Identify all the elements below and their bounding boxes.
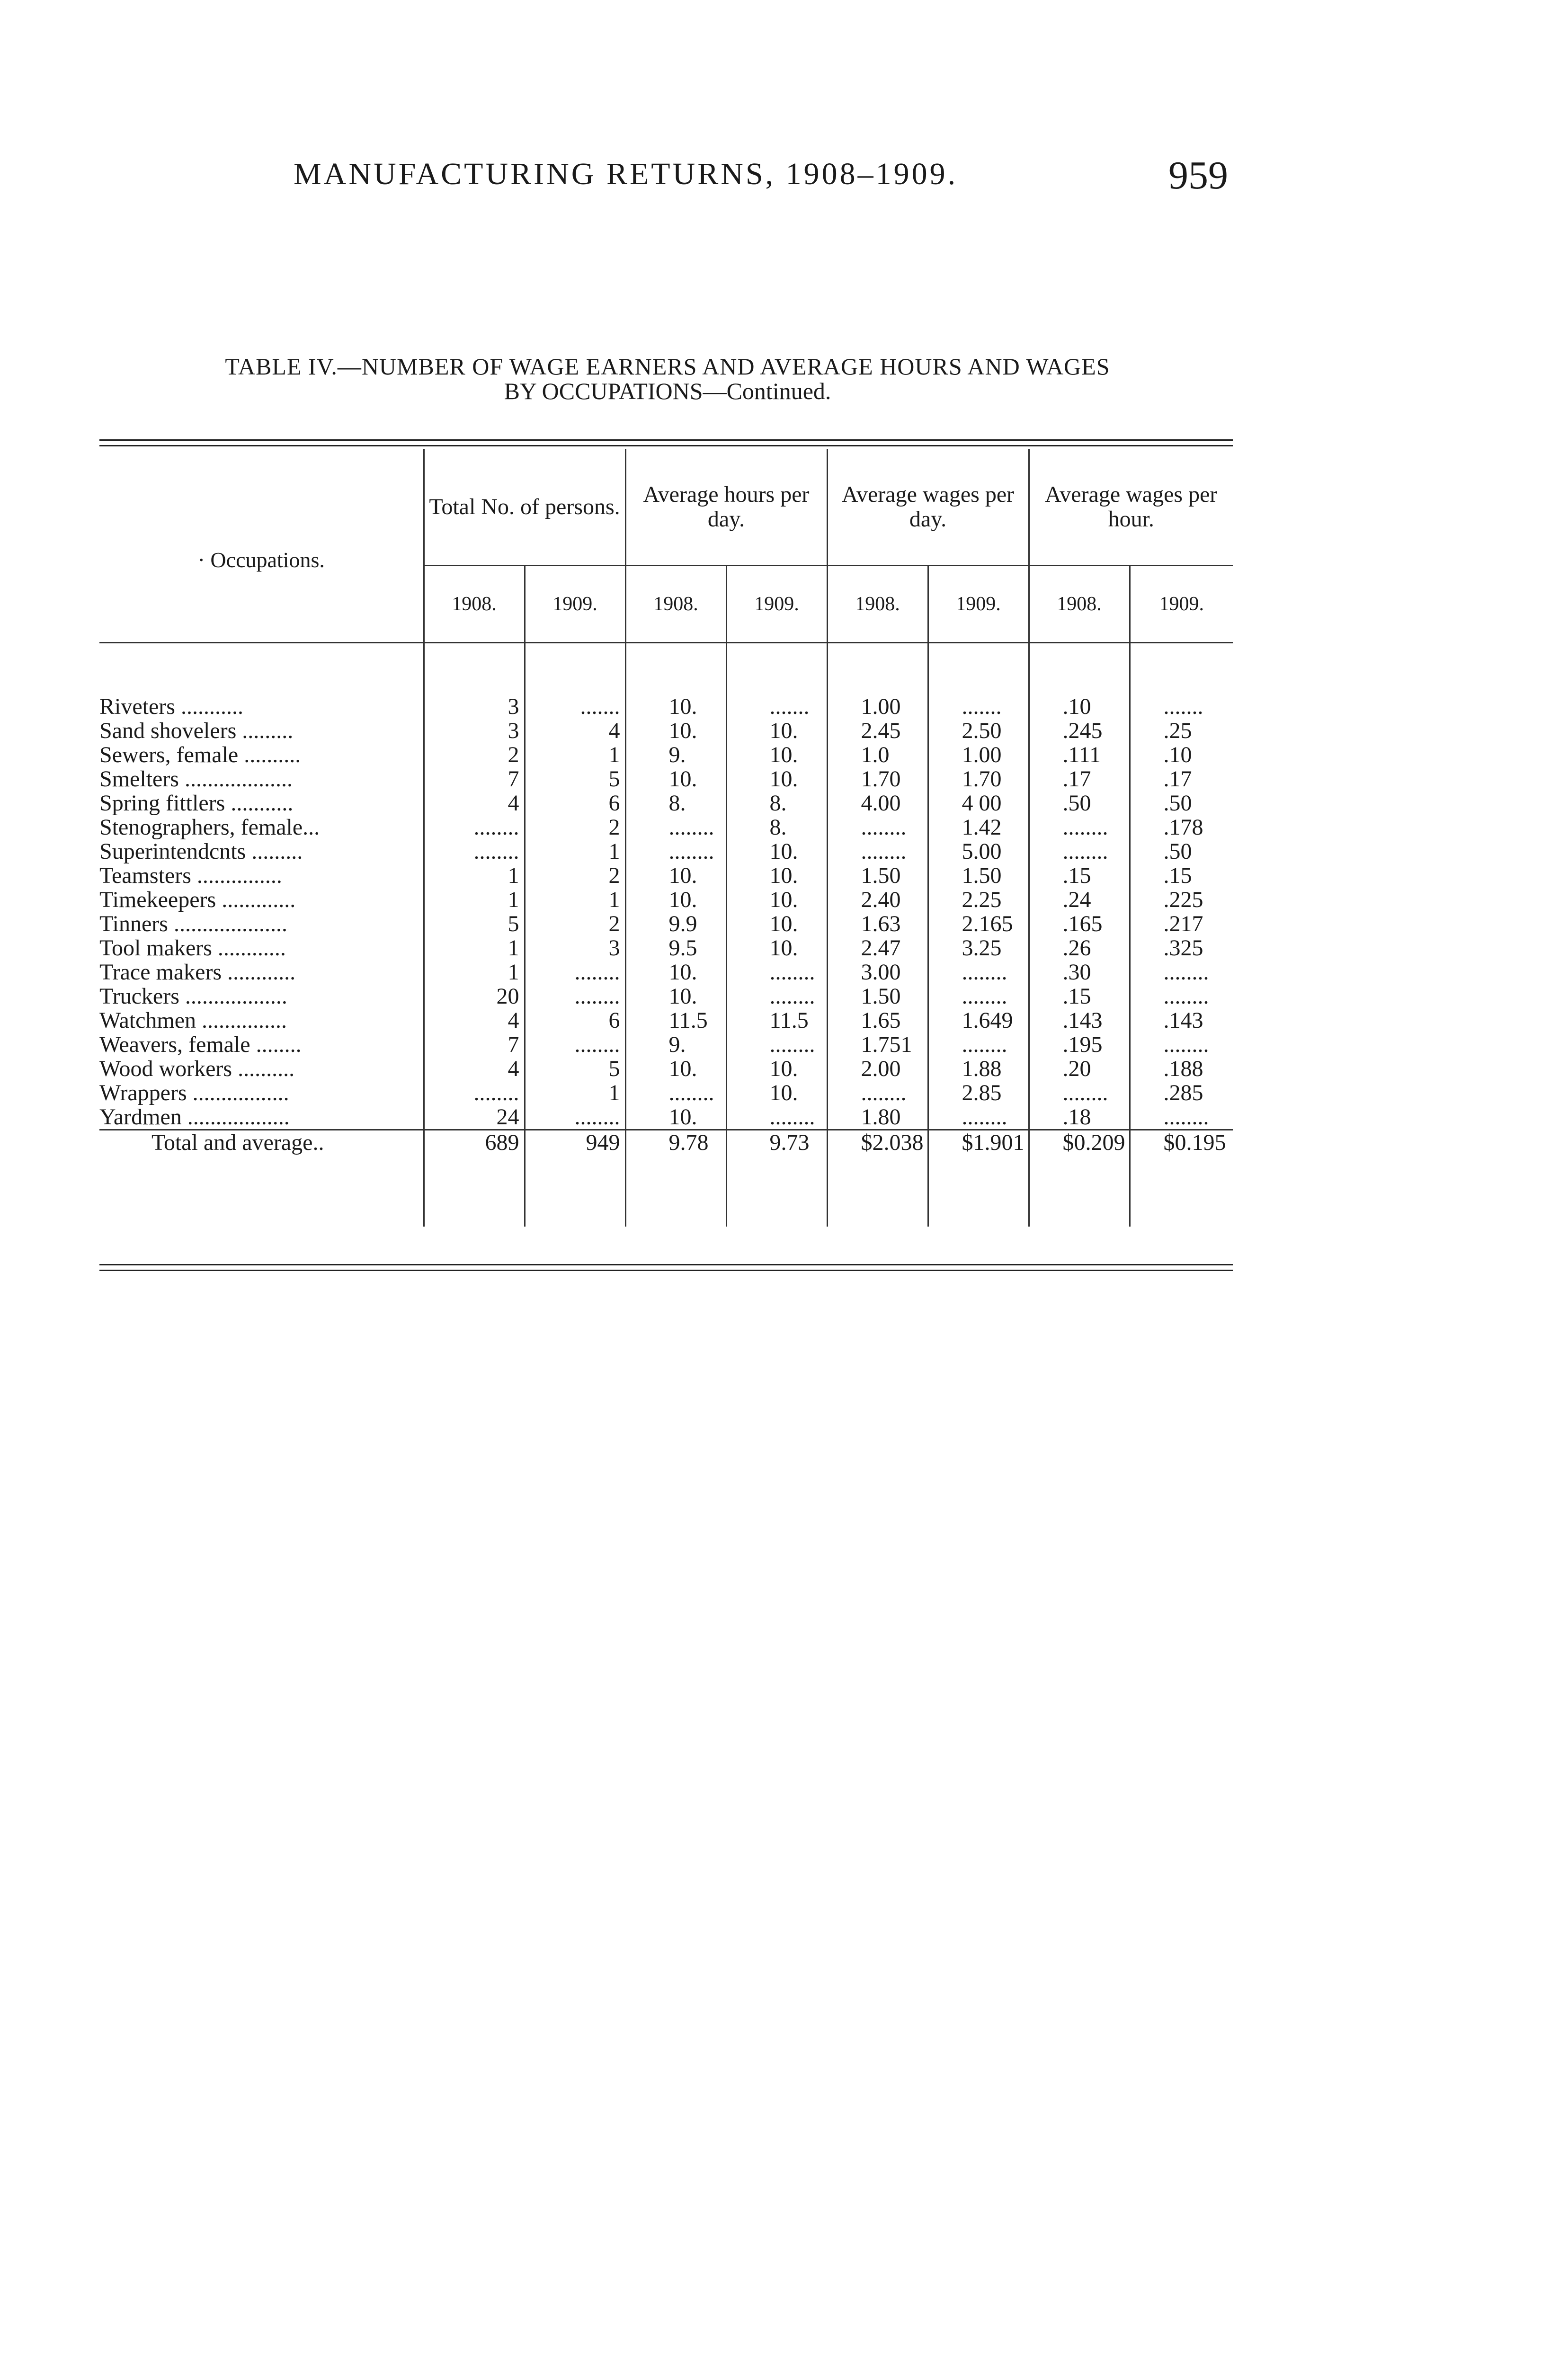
cell-wages-day-1909: ........	[928, 984, 1029, 1008]
occupation-label: Tinners ....................	[99, 912, 287, 936]
running-head: MANUFACTURING RETURNS, 1908–1909.	[294, 157, 958, 191]
occupation-label: Stenographers, female...	[99, 815, 320, 839]
cell-wages-day-1909: 1.50	[928, 863, 1029, 888]
cell-wages-hour-1908: .18	[1029, 1105, 1130, 1130]
occupation-label: Timekeepers .............	[99, 888, 296, 912]
cell-hours-1909: 10.	[726, 1081, 827, 1105]
cell-wages-hour-1908: .165	[1029, 912, 1130, 936]
table-row	[99, 863, 1233, 888]
table-row	[99, 1081, 1233, 1105]
cell-persons-1908: 24	[424, 1105, 525, 1130]
table-row	[99, 960, 1233, 984]
year-header: 1909.	[525, 566, 625, 643]
cell-wages-day-1909: ........	[928, 960, 1029, 984]
cell-wages-day-1908: $2.038	[827, 1130, 928, 1155]
cell-hours-1908: ........	[625, 839, 726, 863]
cell-persons-1908: ........	[424, 815, 525, 839]
cell-wages-day-1908: 2.00	[827, 1057, 928, 1081]
table-row	[99, 984, 1233, 1008]
cell-wages-hour-1909: .217	[1130, 912, 1233, 936]
cell-hours-1908: ........	[625, 1081, 726, 1105]
cell-persons-1909: ........	[525, 960, 625, 984]
cell-wages-day-1908: 1.80	[827, 1105, 928, 1130]
total-row	[99, 1130, 1233, 1155]
cell-wages-day-1909: ........	[928, 1032, 1029, 1057]
cell-persons-1908: 7	[424, 1032, 525, 1057]
cell-wages-day-1908: 1.0	[827, 743, 928, 767]
wage-table	[99, 449, 1233, 1227]
cell-persons-1908: 3	[424, 694, 525, 719]
cell-persons-1908: ........	[424, 1081, 525, 1105]
cell-hours-1908: 8.	[625, 791, 726, 815]
cell-hours-1908: 10.	[625, 984, 726, 1008]
cell-persons-1908: 3	[424, 719, 525, 743]
table-row	[99, 1057, 1233, 1081]
cell-wages-hour-1909: .143	[1130, 1008, 1233, 1032]
cell-hours-1909: ........	[726, 1032, 827, 1057]
cell-persons-1908: 7	[424, 767, 525, 791]
table-row	[99, 1032, 1233, 1057]
cell-wages-hour-1908: $0.209	[1029, 1130, 1130, 1155]
cell-persons-1909: 1	[525, 839, 625, 863]
year-header: 1908.	[424, 566, 525, 643]
cell-hours-1908: 10.	[625, 960, 726, 984]
cell-hours-1909: 8.	[726, 815, 827, 839]
cell-wages-day-1908: 2.40	[827, 888, 928, 912]
year-header: 1908.	[827, 566, 928, 643]
occupations-header: · Occupations.	[197, 547, 325, 572]
cell-wages-hour-1908: .17	[1029, 767, 1130, 791]
cell-hours-1908: 9.78	[625, 1130, 726, 1155]
table-row	[99, 767, 1233, 791]
cell-wages-day-1908: 1.50	[827, 863, 928, 888]
top-rule	[99, 439, 1233, 441]
group-header-hours-per-day: Average hours per day.	[625, 449, 827, 566]
cell-hours-1909: 10.	[726, 1057, 827, 1081]
cell-wages-hour-1909: .15	[1130, 863, 1233, 888]
cell-hours-1908: 10.	[625, 719, 726, 743]
cell-hours-1909: ........	[726, 984, 827, 1008]
occupation-label: Tool makers ............	[99, 936, 286, 960]
cell-persons-1908: 20	[424, 984, 525, 1008]
cell-wages-hour-1908: .24	[1029, 888, 1130, 912]
cell-persons-1908: 1	[424, 936, 525, 960]
cell-wages-hour-1908: ........	[1029, 839, 1130, 863]
occupation-label: Sewers, female ..........	[99, 743, 301, 767]
cell-persons-1908: ........	[424, 839, 525, 863]
cell-persons-1909: 3	[525, 936, 625, 960]
table-tail-row	[99, 1155, 1233, 1227]
cell-wages-day-1908: 1.751	[827, 1032, 928, 1057]
cell-persons-1908: 4	[424, 791, 525, 815]
cell-wages-hour-1908: ........	[1029, 1081, 1130, 1105]
cell-wages-day-1908: 1.70	[827, 767, 928, 791]
cell-persons-1909: ........	[525, 1032, 625, 1057]
cell-wages-hour-1909: .17	[1130, 767, 1233, 791]
cell-wages-day-1909: 2.25	[928, 888, 1029, 912]
cell-hours-1908: 11.5	[625, 1008, 726, 1032]
cell-persons-1909: 2	[525, 815, 625, 839]
cell-wages-day-1908: 2.45	[827, 719, 928, 743]
cell-wages-hour-1908: .15	[1029, 863, 1130, 888]
cell-wages-day-1908: ........	[827, 839, 928, 863]
year-header: 1908.	[625, 566, 726, 643]
cell-hours-1908: 9.9	[625, 912, 726, 936]
cell-persons-1909: ........	[525, 1105, 625, 1130]
cell-wages-day-1908: 2.47	[827, 936, 928, 960]
cell-wages-day-1908: 4.00	[827, 791, 928, 815]
occupation-label: Smelters ...................	[99, 767, 293, 791]
cell-hours-1909: 9.73	[726, 1130, 827, 1155]
cell-wages-hour-1909: .285	[1130, 1081, 1233, 1105]
cell-wages-hour-1908: .20	[1029, 1057, 1130, 1081]
cell-persons-1909: 1	[525, 1081, 625, 1105]
cell-wages-day-1908: 1.65	[827, 1008, 928, 1032]
bottom-rule	[99, 1264, 1233, 1265]
cell-wages-hour-1909: .188	[1130, 1057, 1233, 1081]
cell-wages-day-1909: 4 00	[928, 791, 1029, 815]
cell-persons-1909: 5	[525, 1057, 625, 1081]
table-row	[99, 1008, 1233, 1032]
cell-hours-1908: 9.	[625, 1032, 726, 1057]
table-row	[99, 936, 1233, 960]
table-row	[99, 888, 1233, 912]
cell-hours-1909: 10.	[726, 743, 827, 767]
cell-wages-hour-1909: .50	[1130, 839, 1233, 863]
cell-hours-1909: 10.	[726, 888, 827, 912]
cell-wages-hour-1909: ........	[1130, 960, 1233, 984]
occupation-label: Truckers ..................	[99, 984, 287, 1008]
cell-persons-1908: 689	[424, 1130, 525, 1155]
cell-wages-hour-1909: .50	[1130, 791, 1233, 815]
cell-wages-day-1908: ........	[827, 1081, 928, 1105]
cell-wages-day-1909: 1.42	[928, 815, 1029, 839]
cell-wages-day-1909: .......	[928, 694, 1029, 719]
cell-persons-1909: 5	[525, 767, 625, 791]
cell-wages-hour-1908: .195	[1029, 1032, 1130, 1057]
cell-wages-hour-1908: .50	[1029, 791, 1130, 815]
table-body	[99, 643, 1233, 1227]
cell-persons-1909: 2	[525, 912, 625, 936]
table-row	[99, 815, 1233, 839]
cell-wages-day-1909: 1.88	[928, 1057, 1029, 1081]
table-row	[99, 1105, 1233, 1130]
cell-hours-1909: 10.	[726, 767, 827, 791]
cell-persons-1909: 6	[525, 791, 625, 815]
cell-hours-1908: 10.	[625, 1105, 726, 1130]
cell-persons-1908: 1	[424, 960, 525, 984]
occupation-label: Teamsters ...............	[99, 863, 282, 888]
cell-wages-day-1909: 5.00	[928, 839, 1029, 863]
cell-wages-hour-1908: .111	[1029, 743, 1130, 767]
top-rule-double	[99, 445, 1233, 446]
occupation-label: Sand shovelers .........	[99, 719, 294, 743]
cell-persons-1908: 5	[424, 912, 525, 936]
cell-wages-hour-1909: ........	[1130, 1105, 1233, 1130]
group-header-wages-per-hour: Average wages per hour.	[1029, 449, 1233, 566]
cell-hours-1909: 10.	[726, 912, 827, 936]
cell-persons-1909: 949	[525, 1130, 625, 1155]
occupation-label: Wrappers .................	[99, 1081, 289, 1105]
cell-hours-1909: 10.	[726, 839, 827, 863]
occupation-label: Watchmen ...............	[99, 1008, 287, 1032]
group-header-total-persons: Total No. of persons.	[424, 449, 625, 566]
occupation-label: Wood workers ..........	[99, 1057, 295, 1081]
table-row	[99, 912, 1233, 936]
group-header-wages-per-day: Average wages per day.	[827, 449, 1029, 566]
cell-wages-hour-1908: .143	[1029, 1008, 1130, 1032]
occupation-label: Yardmen ..................	[99, 1105, 290, 1130]
cell-wages-day-1909: 1.00	[928, 743, 1029, 767]
cell-wages-hour-1909: .25	[1130, 719, 1233, 743]
cell-wages-day-1909: $1.901	[928, 1130, 1029, 1155]
cell-wages-hour-1909: .225	[1130, 888, 1233, 912]
occupation-label: Weavers, female ........	[99, 1032, 302, 1057]
bottom-rule-double	[99, 1270, 1233, 1271]
header-spacer-row	[99, 643, 1233, 695]
cell-persons-1908: 2	[424, 743, 525, 767]
cell-wages-day-1908: ........	[827, 815, 928, 839]
table-row	[99, 694, 1233, 719]
cell-persons-1908: 4	[424, 1057, 525, 1081]
cell-wages-hour-1908: .15	[1029, 984, 1130, 1008]
cell-hours-1908: 9.5	[625, 936, 726, 960]
table-title-line-2: BY OCCUPATIONS—Continued.	[504, 378, 831, 404]
cell-hours-1909: 8.	[726, 791, 827, 815]
cell-hours-1908: 10.	[625, 1057, 726, 1081]
cell-persons-1909: 1	[525, 888, 625, 912]
cell-wages-day-1909: 1.649	[928, 1008, 1029, 1032]
cell-hours-1908: 10.	[625, 863, 726, 888]
cell-wages-day-1909: 2.165	[928, 912, 1029, 936]
cell-wages-hour-1909: .178	[1130, 815, 1233, 839]
cell-wages-hour-1908: ........	[1029, 815, 1130, 839]
table-title-line-1: TABLE IV.—NUMBER OF WAGE EARNERS AND AVERAGE HOURS AND WAGES	[225, 353, 1110, 380]
cell-wages-day-1908: 3.00	[827, 960, 928, 984]
cell-hours-1909: 10.	[726, 936, 827, 960]
cell-wages-hour-1909: $0.195	[1130, 1130, 1233, 1155]
cell-wages-day-1909: ........	[928, 1105, 1029, 1130]
occupation-label: Spring fittlers ...........	[99, 791, 294, 815]
year-header: 1909.	[1130, 566, 1233, 643]
cell-hours-1908: 9.	[625, 743, 726, 767]
cell-wages-hour-1908: .30	[1029, 960, 1130, 984]
cell-wages-hour-1909: .......	[1130, 694, 1233, 719]
cell-persons-1909: 2	[525, 863, 625, 888]
occupation-label: Superintendcnts .........	[99, 839, 303, 863]
cell-wages-hour-1908: .245	[1029, 719, 1130, 743]
cell-persons-1908: 4	[424, 1008, 525, 1032]
cell-hours-1908: ........	[625, 815, 726, 839]
cell-hours-1908: 10.	[625, 767, 726, 791]
cell-wages-hour-1909: .325	[1130, 936, 1233, 960]
table-row	[99, 839, 1233, 863]
cell-hours-1909: 11.5	[726, 1008, 827, 1032]
cell-persons-1909: ........	[525, 984, 625, 1008]
cell-wages-hour-1909: .10	[1130, 743, 1233, 767]
cell-persons-1909: 1	[525, 743, 625, 767]
cell-persons-1908: 1	[424, 863, 525, 888]
cell-hours-1909: ........	[726, 960, 827, 984]
cell-wages-hour-1908: .10	[1029, 694, 1130, 719]
cell-wages-day-1909: 2.50	[928, 719, 1029, 743]
occupation-label: Total and average..	[99, 1130, 424, 1155]
cell-wages-day-1909: 1.70	[928, 767, 1029, 791]
cell-hours-1909: 10.	[726, 863, 827, 888]
occupation-label: Riveters ...........	[99, 694, 243, 719]
year-header: 1909.	[928, 566, 1029, 643]
year-header: 1908.	[1029, 566, 1130, 643]
cell-hours-1909: 10.	[726, 719, 827, 743]
occupation-label: Trace makers ............	[99, 960, 296, 984]
cell-wages-hour-1909: ........	[1130, 984, 1233, 1008]
table-title	[99, 354, 1236, 403]
cell-wages-day-1908: 1.00	[827, 694, 928, 719]
year-header: 1909.	[726, 566, 827, 643]
cell-persons-1909: 4	[525, 719, 625, 743]
cell-wages-hour-1909: ........	[1130, 1032, 1233, 1057]
cell-hours-1908: 10.	[625, 888, 726, 912]
cell-wages-day-1908: 1.50	[827, 984, 928, 1008]
table-row	[99, 719, 1233, 743]
cell-hours-1908: 10.	[625, 694, 726, 719]
cell-wages-day-1908: 1.63	[827, 912, 928, 936]
cell-wages-day-1909: 3.25	[928, 936, 1029, 960]
cell-persons-1909: .......	[525, 694, 625, 719]
cell-hours-1909: ........	[726, 1105, 827, 1130]
cell-persons-1908: 1	[424, 888, 525, 912]
cell-wages-day-1909: 2.85	[928, 1081, 1029, 1105]
cell-wages-hour-1908: .26	[1029, 936, 1130, 960]
table-row	[99, 743, 1233, 767]
table-row	[99, 791, 1233, 815]
page-number: 959	[1168, 153, 1228, 197]
cell-hours-1909: .......	[726, 694, 827, 719]
cell-persons-1909: 6	[525, 1008, 625, 1032]
